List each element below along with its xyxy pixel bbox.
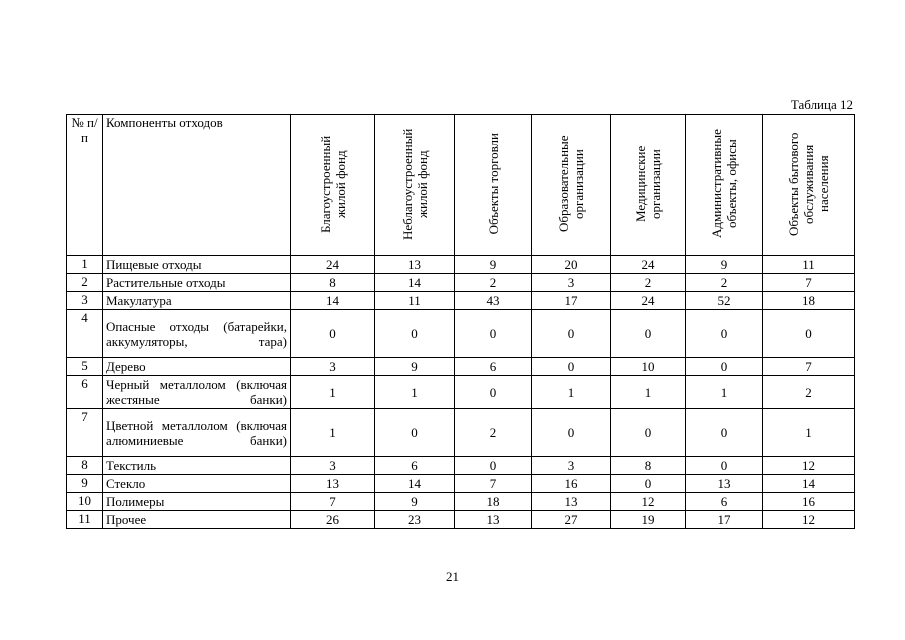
row-value: 1 [763,409,855,457]
row-value: 7 [291,493,375,511]
page-number: 21 [446,569,459,584]
row-value: 7 [455,475,532,493]
row-number: 9 [67,475,103,493]
row-value: 1 [291,409,375,457]
row-value: 2 [611,274,686,292]
row-value: 17 [686,511,763,529]
row-value: 20 [532,256,611,274]
row-value: 2 [686,274,763,292]
row-value: 12 [763,511,855,529]
table-row [67,274,855,292]
header-row [67,115,855,256]
row-value: 26 [291,511,375,529]
header-col-6-label: Административные объекты, офисы [709,129,739,238]
row-component-name: Стекло [103,475,291,493]
row-value: 0 [455,457,532,475]
row-value: 12 [763,457,855,475]
table-body [67,256,855,529]
row-value: 9 [375,358,455,376]
header-col-3-label: Объекты торговли [485,132,501,235]
row-value: 0 [611,475,686,493]
row-number: 1 [67,256,103,274]
row-value: 11 [763,256,855,274]
row-value: 1 [686,376,763,409]
row-value: 0 [686,310,763,358]
row-value: 1 [532,376,611,409]
row-value: 0 [686,457,763,475]
table-row [67,310,855,358]
row-value: 27 [532,511,611,529]
row-value: 13 [532,493,611,511]
row-component-name: Прочее [103,511,291,529]
header-col-6 [686,115,763,256]
row-value: 0 [686,409,763,457]
row-value: 9 [375,493,455,511]
row-value: 6 [375,457,455,475]
table-row [67,511,855,529]
row-value: 16 [532,475,611,493]
header-col-3 [455,115,532,256]
row-value: 6 [455,358,532,376]
header-col-5 [611,115,686,256]
row-value: 6 [686,493,763,511]
row-value: 0 [611,310,686,358]
row-value: 0 [532,358,611,376]
row-component-name: Полимеры [103,493,291,511]
row-value: 7 [763,358,855,376]
header-col-2-label: Неблагоустроенный жилой фонд [399,127,430,240]
row-value: 3 [291,457,375,475]
row-value: 8 [611,457,686,475]
row-value: 14 [763,475,855,493]
row-value: 18 [455,493,532,511]
row-component-name: Текстиль [103,457,291,475]
row-value: 52 [686,292,763,310]
row-number: 4 [67,310,103,358]
row-number: 2 [67,274,103,292]
row-value: 16 [763,493,855,511]
row-number: 3 [67,292,103,310]
row-component-name: Растительные отходы [103,274,291,292]
row-value: 17 [532,292,611,310]
row-value: 3 [532,457,611,475]
row-value: 0 [763,310,855,358]
row-value: 1 [375,376,455,409]
row-component-name: Черный металлолом (включая жестяные банки) [103,376,291,409]
table-row [67,457,855,475]
row-value: 0 [532,310,611,358]
row-value: 3 [291,358,375,376]
row-value: 14 [291,292,375,310]
row-value: 19 [611,511,686,529]
header-col-5-label: Медицинские организации [633,145,663,222]
header-col-2 [375,115,455,256]
row-value: 3 [532,274,611,292]
row-value: 11 [375,292,455,310]
row-value: 0 [532,409,611,457]
row-value: 1 [291,376,375,409]
row-value: 24 [611,256,686,274]
table-row [67,292,855,310]
header-col-4 [532,115,611,256]
row-value: 0 [291,310,375,358]
row-value: 12 [611,493,686,511]
table-row [67,493,855,511]
row-value: 1 [611,376,686,409]
row-value: 0 [455,376,532,409]
header-component: Компоненты отходов [103,115,291,256]
row-component-name: Цветной металлолом (включая алюминиевые банки) [103,409,291,457]
row-value: 43 [455,292,532,310]
row-component-name: Макулатура [103,292,291,310]
table-row [67,409,855,457]
header-col-4-label: Образовательные организации [556,135,586,232]
row-value: 0 [686,358,763,376]
header-number: № п/п [67,115,103,256]
row-value: 7 [763,274,855,292]
row-value: 9 [455,256,532,274]
waste-composition-table [66,114,855,529]
row-value: 24 [291,256,375,274]
row-number: 5 [67,358,103,376]
row-number: 6 [67,376,103,409]
row-component-name: Опасные отходы (батарейки, аккумуляторы, тара) [103,310,291,358]
row-value: 2 [455,409,532,457]
row-value: 9 [686,256,763,274]
row-number: 10 [67,493,103,511]
row-value: 14 [375,475,455,493]
table-row [67,358,855,376]
row-value: 0 [375,310,455,358]
header-col-7 [763,115,855,256]
table-row [67,256,855,274]
header-col-1 [291,115,375,256]
row-number: 8 [67,457,103,475]
row-value: 24 [611,292,686,310]
row-value: 13 [375,256,455,274]
row-value: 0 [375,409,455,457]
row-value: 0 [611,409,686,457]
row-component-name: Дерево [103,358,291,376]
row-value: 18 [763,292,855,310]
table-row [67,376,855,409]
row-value: 13 [686,475,763,493]
row-value: 23 [375,511,455,529]
row-value: 10 [611,358,686,376]
row-number: 11 [67,511,103,529]
table-caption: Таблица 12 [790,97,853,112]
header-col-1-label: Благоустроенный жилой фонд [317,134,348,233]
row-value: 13 [291,475,375,493]
row-value: 0 [455,310,532,358]
row-value: 2 [455,274,532,292]
table-row [67,475,855,493]
row-value: 2 [763,376,855,409]
header-col-7-label: Объекты бытового обслуживания населения [786,131,831,236]
row-value: 8 [291,274,375,292]
row-component-name: Пищевые отходы [103,256,291,274]
row-value: 13 [455,511,532,529]
row-value: 14 [375,274,455,292]
row-number: 7 [67,409,103,457]
